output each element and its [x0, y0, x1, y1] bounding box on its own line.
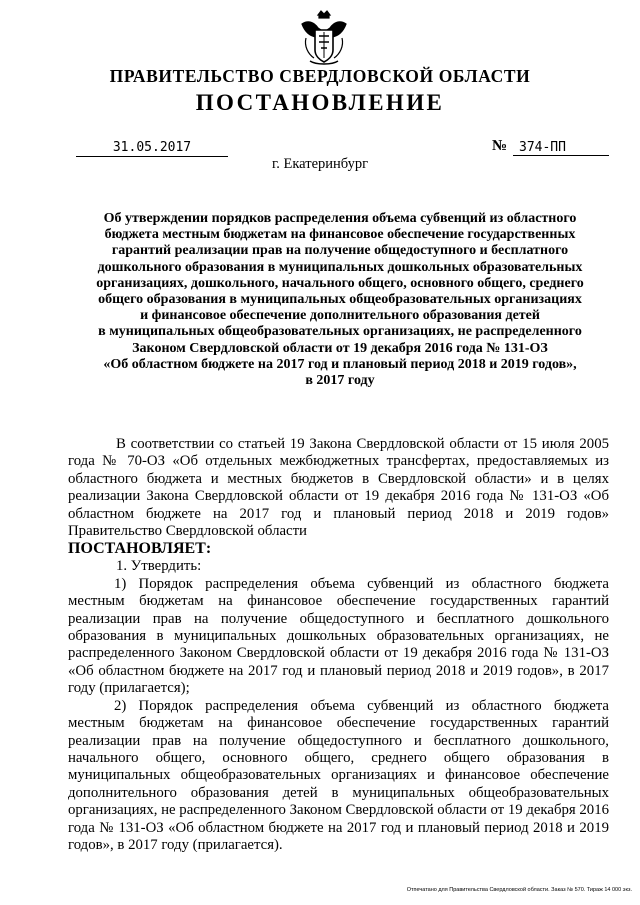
title-line: общего образования в муниципальных общеобразовательных организациях [98, 292, 582, 308]
title-line: организациях, дошкольного, начального общего, основного общего, среднего [96, 275, 584, 291]
title-line: гарантий реализации прав на получение общедоступного и бесплатного [111, 243, 569, 259]
city-name: г. Екатеринбург [271, 156, 369, 172]
organization-name: ПРАВИТЕЛЬСТВО СВЕРДЛОВСКОЙ ОБЛАСТИ [109, 66, 531, 86]
item-2-paragraph: 2) Порядок распределения объема субвенций из областного бюджета местным бюджетам на финансовое обеспечение государственных гарантий реализации прав на получение общедоступного и бесплатного дошкольного, начального общего, основного общего, среднего общего образования в муниципальных общеобразовательных организациях и финансовое обеспечение дополнительного образования детей в муниципальных общеобразовательных организациях, не распределенного Законом Свердловской области от 19 декабря 2016 года № 131-ОЗ «Об областном бюджете на 2017 год и плановый период 2018 и 2019 годов», в 2017 году (прилагается). [68, 697, 609, 853]
title-line: дошкольного образования в муниципальных дошкольных образовательных [97, 259, 583, 275]
title-line: Законом Свердловской области от 19 декабря 2016 года № 131-ОЗ [132, 340, 548, 356]
approve-paragraph: 1. Утвердить: [116, 558, 202, 575]
coat-of-arms-icon [298, 8, 350, 68]
document-number: 374-ПП [513, 140, 609, 156]
item-1-paragraph: 1) Порядок распределения объема субвенций из областного бюджета местным бюджетам на финансовое обеспечение государственных гарантий реализации прав на получение общедоступного и бесплатного дошкольного образования в муниципальных дошкольных образовательных организациях, не распределенного Законом Свердловской области от 19 декабря 2016 года № 131-ОЗ «Об областном бюджете на 2017 год и плановый период 2018 и 2019 годов», в 2017 году (прилагается); [68, 575, 609, 697]
number-sign: № [492, 138, 508, 154]
title-line: и финансовое обеспечение дополнительного образования детей [140, 308, 540, 324]
title-line: Об утверждении порядков распределения объема субвенций из областного [103, 211, 577, 226]
document-date: 31.05.2017 [76, 140, 228, 157]
document-body [68, 436, 609, 854]
title-line: бюджета местным бюджетам на финансовое обеспечение государственных [104, 227, 576, 243]
document-type: ПОСТАНОВЛЕНИЕ [195, 90, 445, 115]
document-title [72, 211, 608, 389]
title-line: «Об областном бюджете на 2017 год и плановый период 2018 и 2019 годов», [103, 356, 577, 372]
title-line: в муниципальных общеобразовательных организациях, не распределенного [98, 324, 582, 340]
title-line: в 2017 году [305, 373, 375, 389]
print-footer: Отпечатано для Правительства Свердловской области. Заказ № 570. Тираж 14 000 экз. [406, 887, 632, 893]
decree-heading: ПОСТАНОВЛЯЕТ: [68, 540, 212, 558]
preamble-paragraph: В соответствии со статьей 19 Закона Свердловской области от 15 июля 2005 года № 70-ОЗ «Об отдельных межбюджетных трансфертах, предоставляемых из областного бюджета и местных бюджетов в Свердловской области» и в целях реализации Закона Свердловской области от 19 декабря 2016 года № 131-ОЗ «Об областном бюджете на 2017 год и плановый период 2018 и 2019 годов» Правительство Свердловской области [68, 436, 609, 540]
